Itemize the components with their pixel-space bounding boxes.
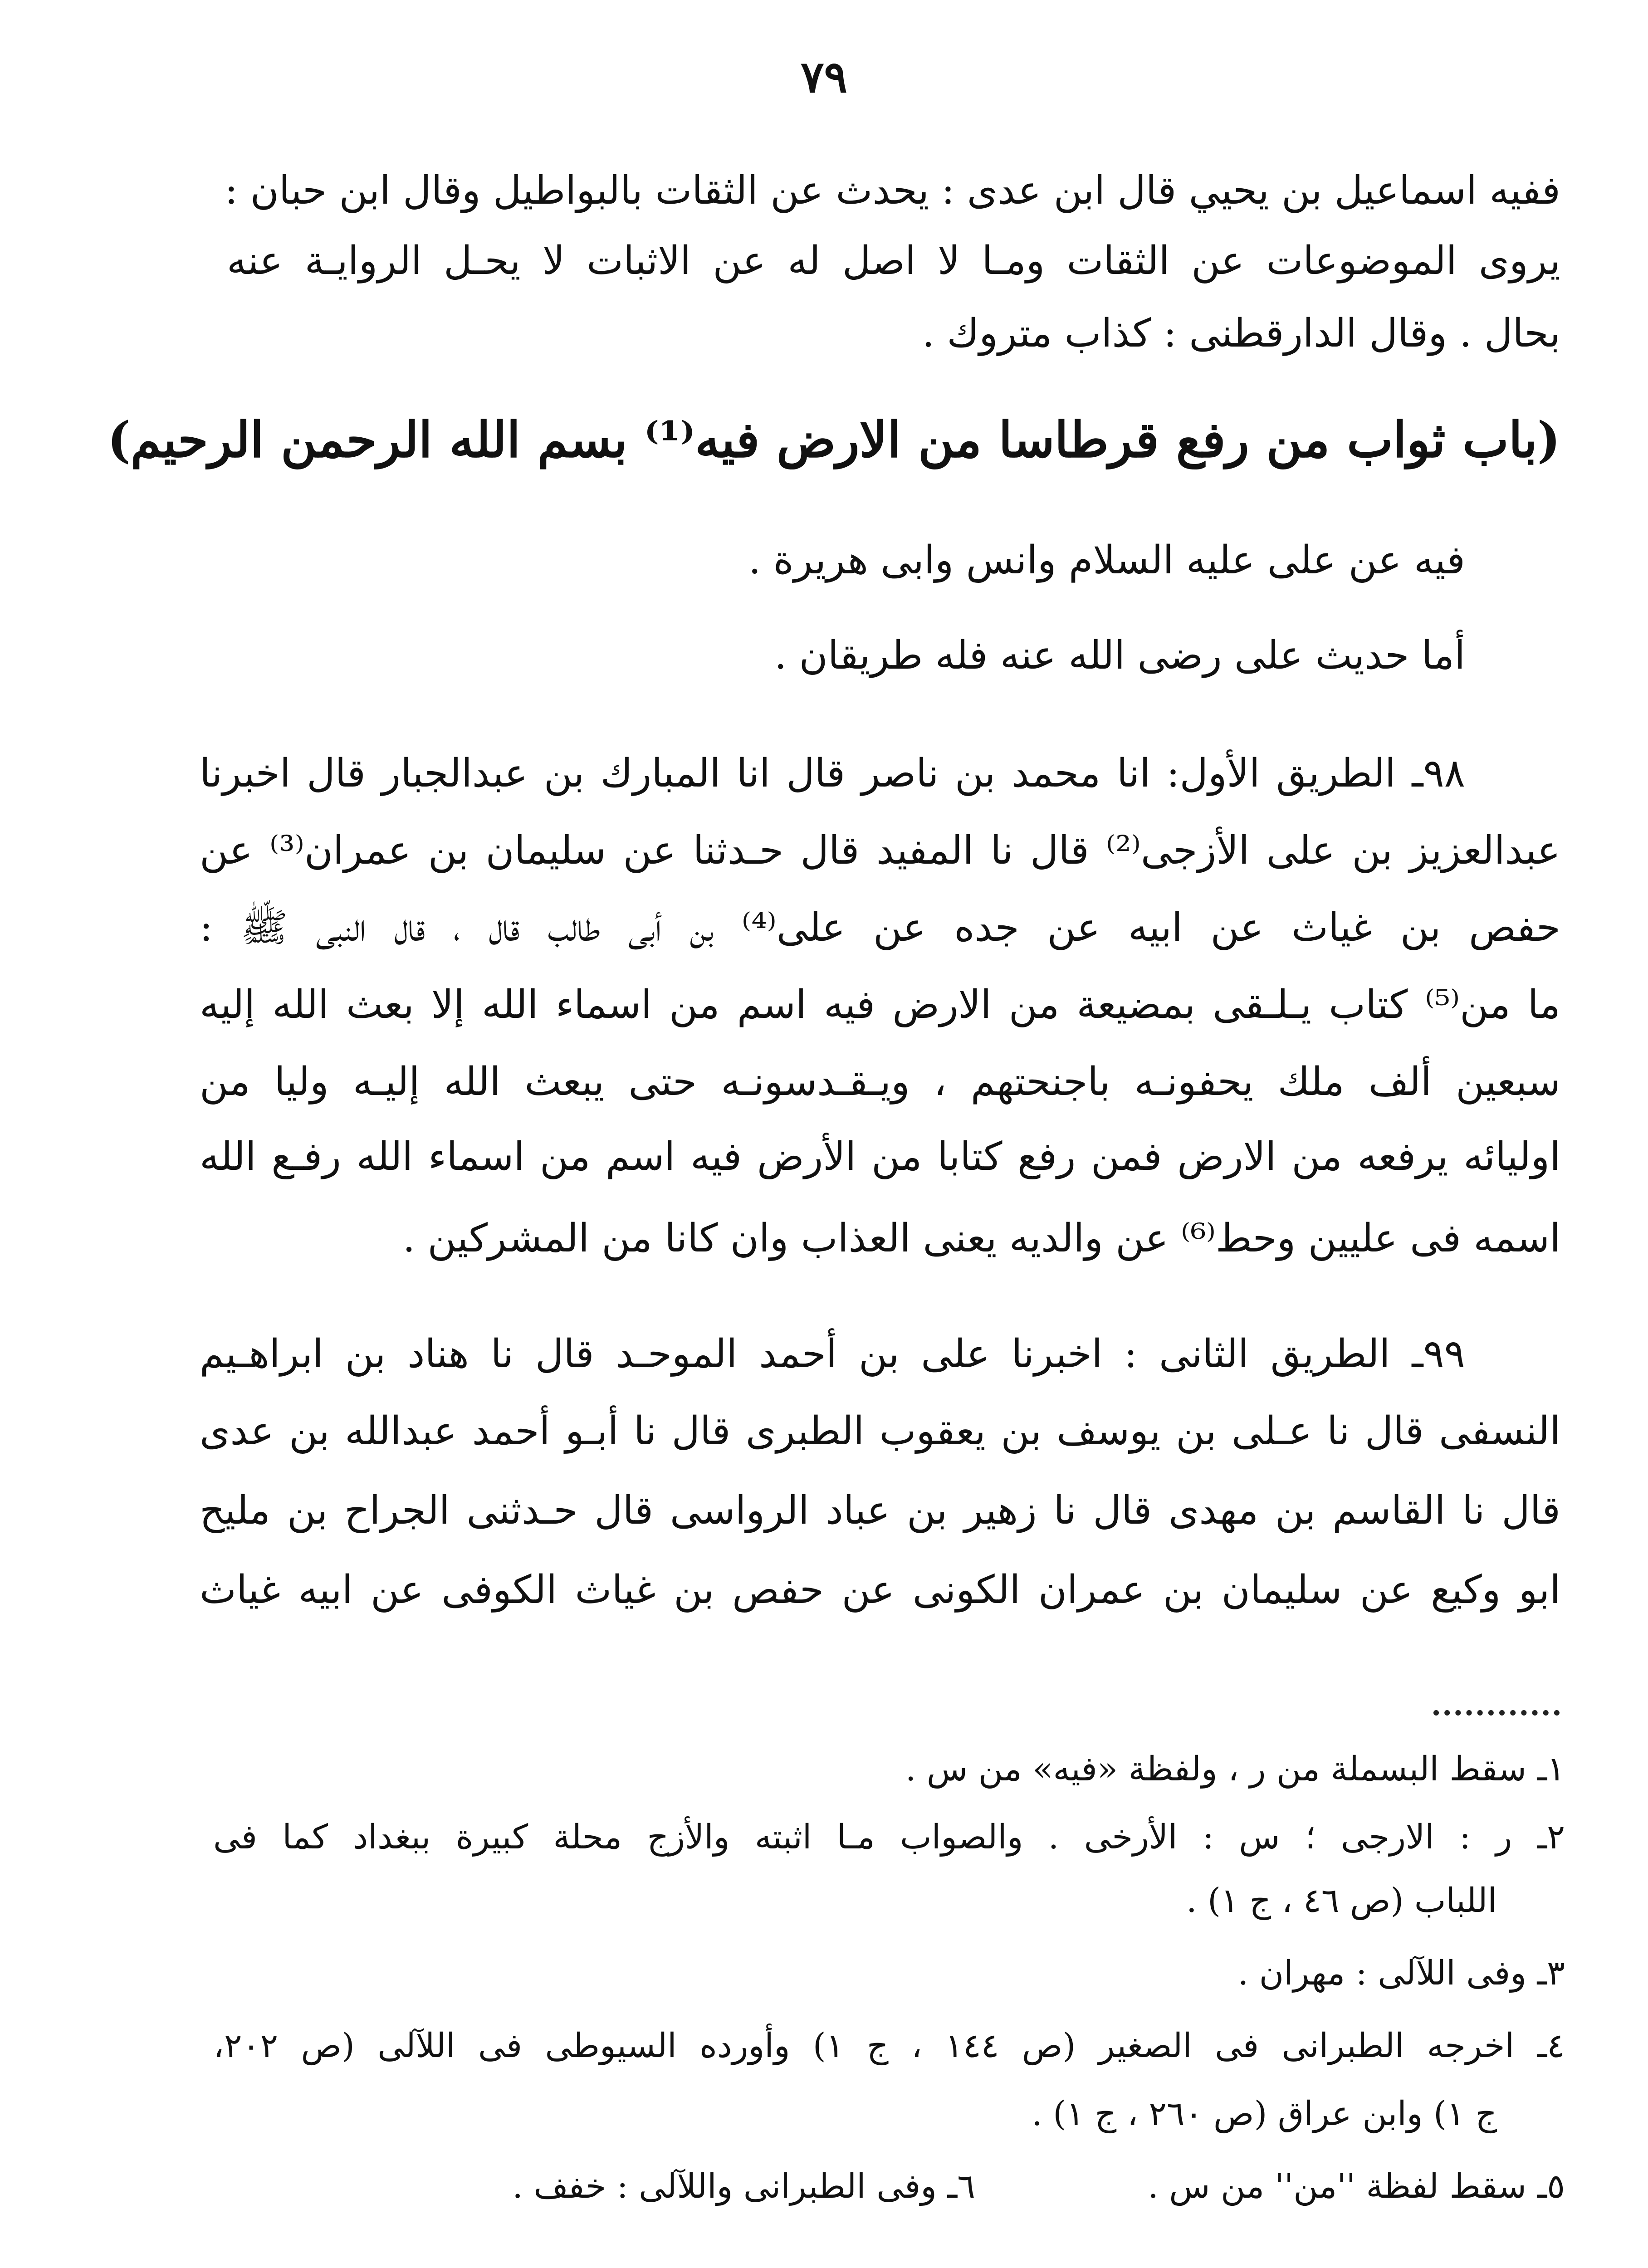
hadith-98-line: عبدالعزيز بن على الأزجى⁽²⁾ قال نا المفيد قال حـدثنا عن سليمان بن عمران⁽³⁾ عن	[200, 828, 1560, 873]
hadith-98-line: ما من⁽⁵⁾ كتاب يـلـقى بمضيعة من الارض فيه اسم من اسماء الله إلا بعث الله إليه	[200, 982, 1560, 1027]
footnote: ٥ـ سقط لفظة ''من'' من س .	[1148, 2167, 1565, 2206]
footnote-separator	[1433, 1710, 1560, 1725]
hadith-98-line: اوليائه يرفعه من الارض فمن رفع كتابا من الأرض فيه اسم من اسماء الله رفـع الله	[200, 1134, 1560, 1179]
page-number: ٧٩	[800, 51, 848, 103]
hadith-98-line: سبعين ألف ملك يحفونـه باجنحتهم ، ويـقـدسونـه حتى يبعث الله إليـه وليا من	[200, 1059, 1560, 1105]
footnote: ٦ـ وفى الطبرانى واللآلى : خفف .	[512, 2167, 975, 2206]
footnote: ٢ـ ر : الارجى ؛ س : الأرخى . والصواب مـا اثبته والأزج محلة كبيرة ببغداد كما فى	[213, 1818, 1565, 1857]
footnote: ٤ـ اخرجه الطبرانى فى الصغير (ص ١٤٤ ، ج ١) وأورده السيوطى فى اللآلى (ص ٢٠٢،	[213, 2026, 1565, 2065]
footnote: اللباب (ص ٤٦ ، ج ١) .	[1186, 1881, 1497, 1920]
intro-line: ففيه اسماعيل بن يحيي قال ابن عدى : يحدث عن الثقات بالبواطيل وقال ابن حبان :	[225, 168, 1560, 213]
hadith-98-line: ٩٨ـ الطريق الأول: انا محمد بن ناصر قال انا المبارك بن عبدالجبار قال اخبرنا	[200, 751, 1465, 796]
hadith-98-line: حفص بن غياث عن ابيه عن جده عن على⁽⁴⁾ بن أبى طالب قال ، قال النبى ﷺ :	[200, 905, 1561, 950]
hadith-99-line: النسفى قال نا عـلى بن يوسف بن يعقوب الطبرى قال نا أبـو أحمد عبدالله بن عدى	[200, 1408, 1560, 1454]
intro-line: بحال . وقال الدارقطنى : كذاب متروك .	[922, 311, 1560, 356]
section-line: فيه عن على عليه السلام وانس وابى هريرة .	[748, 538, 1465, 583]
footnote: ج ١) وابن عراق (ص ٢٦٠ ، ج ١) .	[1032, 2094, 1497, 2133]
section-line: أما حديث على رضى الله عنه فله طريقان .	[774, 633, 1465, 678]
hadith-99-line: ابو وكيع عن سليمان بن عمران الكونى عن حفص بن غياث الكوفى عن ابيه غياث	[200, 1567, 1560, 1613]
hadith-99-line: قال نا القاسم بن مهدى قال نا زهير بن عباد الرواسى قال حـدثنى الجراح بن مليح	[200, 1488, 1560, 1533]
footnote: ١ـ سقط البسملة من ر ، ولفظة «فيه» من س .	[905, 1750, 1565, 1789]
intro-line: يروى الموضوعات عن الثقات ومـا لا اصل له عن الاثبات لا يحـل الروايـة عنه	[227, 238, 1560, 284]
section-heading: (باب ثواب من رفع قرطاسا من الارض فيه⁽¹⁾ بسم الله الرحمن الرحيم)	[107, 411, 1560, 469]
hadith-98-line: اسمه فى عليين وحط⁽⁶⁾ عن والديه يعنى العذاب وان كانا من المشركين .	[402, 1216, 1560, 1261]
hadith-99-line: ٩٩ـ الطريق الثانى : اخبرنا على بن أحمد الموحـد قال نا هناد بن ابراهـيم	[200, 1331, 1465, 1377]
footnote: ٣ـ وفى اللآلى : مهران .	[1237, 1954, 1565, 1993]
